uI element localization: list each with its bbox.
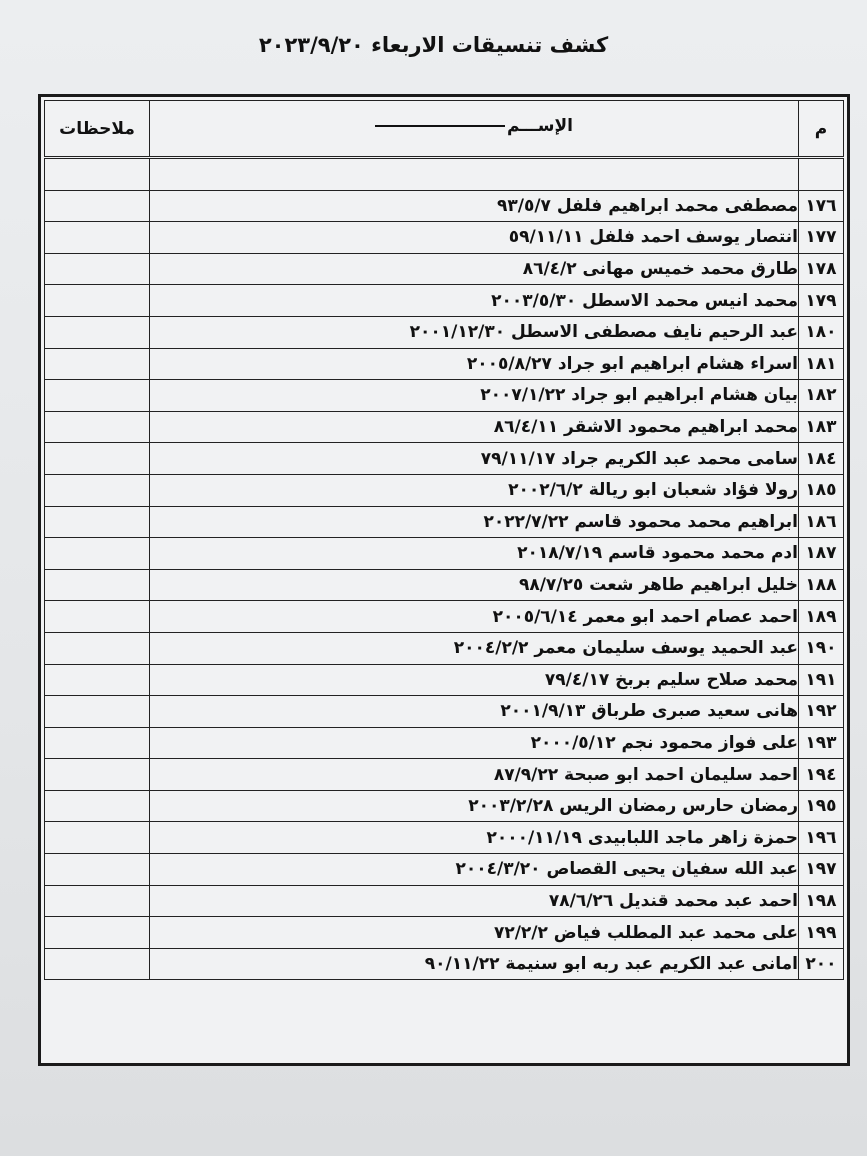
row-notes (45, 727, 150, 759)
table-row (45, 506, 844, 538)
table-row (45, 696, 844, 728)
row-notes (45, 885, 150, 917)
page-title: كشف تنسيقات الاربعاء ٢٠٢٣/٩/٢٠ (258, 33, 609, 57)
table-row (45, 222, 844, 254)
row-notes (45, 601, 150, 633)
row-number: ١٩٥ (799, 790, 844, 822)
row-notes (45, 380, 150, 412)
row-number: ٢٠٠ (799, 948, 844, 980)
row-number: ١٨٣ (799, 411, 844, 443)
row-number: ١٨٤ (799, 443, 844, 475)
row-name: على محمد عبد المطلب فياض ٧٢/٢/٢ (150, 917, 799, 949)
table-row (45, 948, 844, 980)
header-name (150, 101, 799, 158)
row-number: ١٩٩ (799, 917, 844, 949)
row-name: محمد صلاح سليم بربخ ٧٩/٤/١٧ (150, 664, 799, 696)
row-number: ١٩٤ (799, 759, 844, 791)
table-row (45, 569, 844, 601)
row-notes (45, 190, 150, 222)
row-number: ١٨٥ (799, 474, 844, 506)
table-row (45, 538, 844, 570)
row-notes (45, 569, 150, 601)
row-notes (45, 443, 150, 475)
table-row (45, 885, 844, 917)
row-number: ١٨٩ (799, 601, 844, 633)
row-notes (45, 664, 150, 696)
row-notes (45, 285, 150, 317)
row-notes (45, 948, 150, 980)
row-notes (45, 411, 150, 443)
header-number: م (799, 101, 844, 158)
row-notes (45, 822, 150, 854)
row-name: عبد الله سفيان يحيى القصاص ٢٠٠٤/٣/٢٠ (150, 854, 799, 886)
row-number: ١٩٧ (799, 854, 844, 886)
row-name: ادم محمد محمود قاسم ٢٠١٨/٧/١٩ (150, 538, 799, 570)
row-number: ١٧٧ (799, 222, 844, 254)
row-notes (45, 790, 150, 822)
row-notes (45, 632, 150, 664)
row-number: ١٩٨ (799, 885, 844, 917)
row-number: ١٨٠ (799, 316, 844, 348)
row-notes (45, 348, 150, 380)
row-name: على فواز محمود نجم ٢٠٠٠/٥/١٢ (150, 727, 799, 759)
table-row (45, 759, 844, 791)
row-name: احمد سليمان احمد ابو صبحة ٨٧/٩/٢٢ (150, 759, 799, 791)
row-name: ابراهيم محمد محمود قاسم ٢٠٢٢/٧/٢٢ (150, 506, 799, 538)
row-name: محمد انيس محمد الاسطل ٢٠٠٣/٥/٣٠ (150, 285, 799, 317)
row-notes (45, 854, 150, 886)
row-number: ١٨٦ (799, 506, 844, 538)
roster-sheet (38, 94, 850, 1066)
row-number: ١٩١ (799, 664, 844, 696)
header-divider (45, 158, 844, 191)
row-name: طارق محمد خميس مهانى ٨٦/٤/٢ (150, 253, 799, 285)
table-row (45, 380, 844, 412)
row-notes (45, 696, 150, 728)
row-number: ١٩٠ (799, 632, 844, 664)
row-notes (45, 474, 150, 506)
table-row (45, 632, 844, 664)
header-name-label: الإســـم (375, 116, 573, 142)
table-row (45, 917, 844, 949)
row-number: ١٧٩ (799, 285, 844, 317)
table-row (45, 348, 844, 380)
row-number: ١٧٦ (799, 190, 844, 222)
row-name: انتصار يوسف احمد فلفل ٥٩/١١/١١ (150, 222, 799, 254)
table-row (45, 316, 844, 348)
row-name: سامى محمد عبد الكريم جراد ٧٩/١١/١٧ (150, 443, 799, 475)
table-row (45, 190, 844, 222)
roster-table (44, 100, 844, 980)
row-notes (45, 316, 150, 348)
row-number: ١٩٣ (799, 727, 844, 759)
row-name: رمضان حارس رمضان الريس ٢٠٠٣/٢/٢٨ (150, 790, 799, 822)
row-name: احمد عصام احمد ابو معمر ٢٠٠٥/٦/١٤ (150, 601, 799, 633)
row-notes (45, 917, 150, 949)
row-name: مصطفى محمد ابراهيم فلفل ٩٣/٥/٧ (150, 190, 799, 222)
row-name: خليل ابراهيم طاهر شعت ٩٨/٧/٢٥ (150, 569, 799, 601)
row-notes (45, 253, 150, 285)
row-name: احمد عبد محمد قنديل ٧٨/٦/٢٦ (150, 885, 799, 917)
table-row (45, 601, 844, 633)
row-number: ١٨٢ (799, 380, 844, 412)
row-number: ١٨١ (799, 348, 844, 380)
row-number: ١٩٢ (799, 696, 844, 728)
table-row (45, 854, 844, 886)
row-number: ١٨٨ (799, 569, 844, 601)
table-row (45, 664, 844, 696)
table-row (45, 411, 844, 443)
header-notes: ملاحظات (45, 101, 150, 158)
row-number: ١٩٦ (799, 822, 844, 854)
row-name: اسراء هشام ابراهيم ابو جراد ٢٠٠٥/٨/٢٧ (150, 348, 799, 380)
table-row (45, 474, 844, 506)
row-name: حمزة زاهر ماجد اللبابيدى ٢٠٠٠/١١/١٩ (150, 822, 799, 854)
table-row (45, 822, 844, 854)
table-row (45, 443, 844, 475)
row-notes (45, 506, 150, 538)
row-notes (45, 222, 150, 254)
table-row (45, 253, 844, 285)
row-number: ١٨٧ (799, 538, 844, 570)
header-row (45, 101, 844, 158)
row-name: هانى سعيد صبرى طرباق ٢٠٠١/٩/١٣ (150, 696, 799, 728)
row-name: امانى عبد الكريم عبد ربه ابو سنيمة ٩٠/١١/٢٢ (150, 948, 799, 980)
table-row (45, 285, 844, 317)
table-row (45, 790, 844, 822)
row-notes (45, 759, 150, 791)
row-name: عبد الحميد يوسف سليمان معمر ٢٠٠٤/٢/٢ (150, 632, 799, 664)
row-name: عبد الرحيم نايف مصطفى الاسطل ٢٠٠١/١٢/٣٠ (150, 316, 799, 348)
row-name: محمد ابراهيم محمود الاشقر ٨٦/٤/١١ (150, 411, 799, 443)
row-number: ١٧٨ (799, 253, 844, 285)
row-name: بيان هشام ابراهيم ابو جراد ٢٠٠٧/١/٢٢ (150, 380, 799, 412)
row-name: رولا فؤاد شعبان ابو ريالة ٢٠٠٢/٦/٢ (150, 474, 799, 506)
table-row (45, 727, 844, 759)
row-notes (45, 538, 150, 570)
